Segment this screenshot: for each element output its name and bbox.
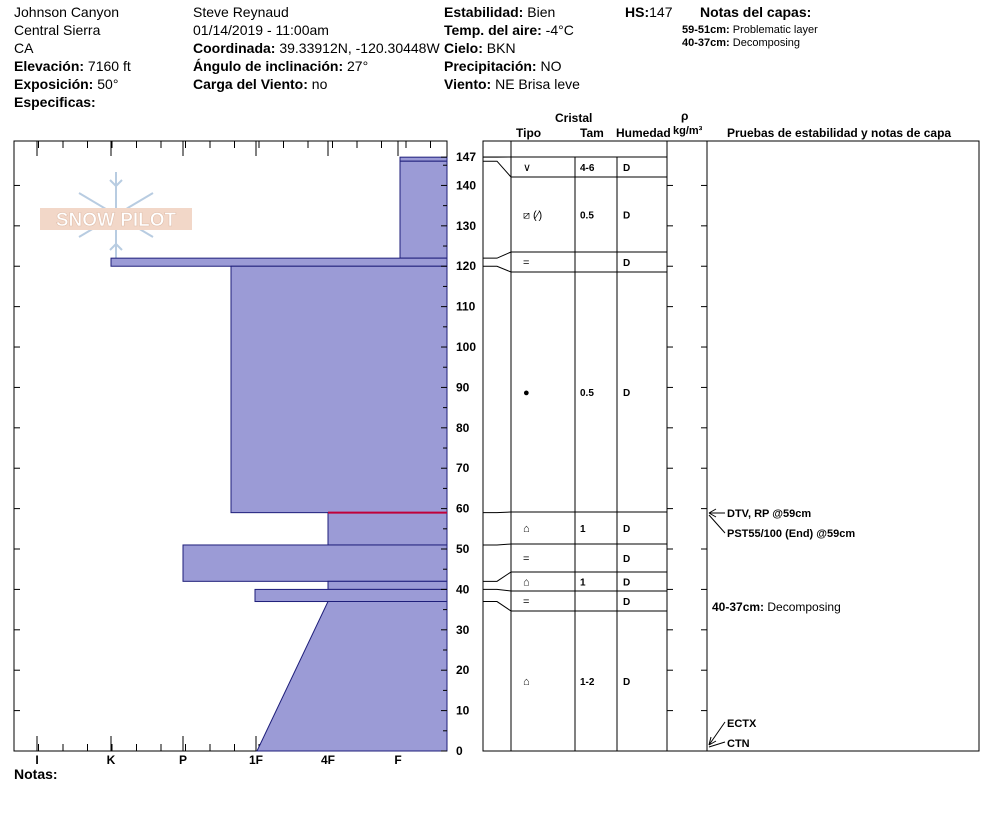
row-moisture-7: D	[623, 597, 631, 608]
row-grain-size-3: 0.5	[580, 388, 594, 399]
aspect-row: Exposición: 50°	[14, 76, 119, 92]
col-density-unit: kg/m³	[673, 125, 703, 137]
col-tests: Pruebas de estabilidad y notas de capa	[727, 126, 952, 140]
wind-load-row: Carga del Viento: no	[193, 76, 328, 92]
layer-connectors	[483, 157, 511, 611]
height-label-147: 147	[456, 150, 477, 165]
col-crystal: Cristal	[555, 111, 593, 125]
row-grain-size-0: 4-6	[580, 163, 595, 174]
connector-4	[483, 512, 511, 513]
col-type: Tipo	[516, 126, 542, 140]
row-moisture-5: D	[623, 554, 631, 565]
hardness-label-I: I	[35, 753, 39, 767]
wind-row: Viento: NE Brisa leve	[444, 76, 580, 92]
row-grain-type-8: ⌂	[523, 676, 530, 688]
observer: Steve Reynaud	[193, 4, 289, 20]
test-ectx: ECTX	[727, 718, 757, 730]
elevation-row: Elevación: 7160 ft	[14, 58, 131, 74]
connector-2	[483, 252, 511, 258]
hardness-label-P: P	[178, 753, 188, 767]
layer-bar-3	[231, 266, 447, 512]
slope-row: Ángulo de inclinación: 27°	[193, 58, 369, 74]
row-grain-type-3: ●	[523, 387, 530, 399]
height-label-90: 90	[456, 380, 470, 395]
test-dtv: DTV, RP @59cm	[727, 508, 812, 520]
test-arrows	[709, 509, 725, 747]
height-label-120: 120	[456, 259, 477, 274]
height-label-40: 40	[456, 582, 470, 597]
row-moisture-6: D	[623, 577, 631, 589]
connector-3	[483, 266, 511, 272]
range: Central Sierra	[14, 22, 101, 38]
precip-row: Precipitación: NO	[444, 58, 562, 74]
layer-bar-6	[328, 581, 447, 589]
datetime: 01/14/2019 - 11:00am	[193, 22, 329, 38]
layer-bar-2	[111, 258, 447, 266]
layer-bar-4	[328, 513, 447, 545]
snowpilot-logo	[40, 172, 192, 258]
row-moisture-1: D	[623, 210, 631, 222]
row-grain-size-4: 1	[580, 524, 586, 535]
layer-notes-title: Notas del capas:	[700, 4, 812, 20]
state: CA	[14, 40, 34, 56]
connector-8	[483, 602, 511, 611]
height-label-60: 60	[456, 501, 470, 516]
height-label-100: 100	[456, 340, 477, 355]
height-label-110: 110	[456, 299, 476, 314]
row-moisture-4: D	[623, 524, 631, 535]
row-grain-size-1: 0.5	[580, 210, 594, 222]
hardness-label-1F: 1F	[248, 753, 264, 767]
row-moisture-8: D	[623, 677, 631, 688]
connector-7	[483, 589, 511, 591]
col-rho: ρ	[681, 109, 689, 123]
layer-bar-5	[183, 545, 447, 581]
connector-1	[483, 161, 511, 177]
test-pst: PST55/100 (End) @59cm	[727, 528, 856, 540]
row-moisture-0: D	[623, 163, 631, 174]
layer-note-2: 40-37cm: Decomposing	[682, 37, 801, 49]
row-moisture-3: D	[623, 388, 631, 399]
height-label-0: 0	[456, 744, 463, 758]
height-label-50: 50	[456, 542, 470, 557]
height-label-10: 10	[456, 703, 470, 718]
row-grain-size-6: 1	[580, 577, 586, 589]
connector-6	[483, 572, 511, 581]
notes-label: Notas:	[14, 766, 58, 782]
layer-rows	[523, 162, 630, 688]
hardness-label-K: K	[106, 753, 116, 767]
connector-5	[483, 544, 511, 545]
row-grain-type-7: =	[523, 596, 530, 608]
row-grain-type-6: ⌂	[523, 576, 530, 589]
height-label-30: 30	[456, 622, 470, 637]
height-label-70: 70	[456, 461, 470, 476]
row-grain-type-0: ∨	[523, 162, 532, 174]
coordinate-row: Coordinada: 39.33912N, -120.30448W	[193, 40, 440, 56]
height-label-130: 130	[456, 218, 477, 233]
row-grain-type-4: ⌂	[523, 523, 530, 535]
layer-table-frame	[483, 141, 979, 751]
layer-comment: 40-37cm: Decomposing	[712, 600, 841, 614]
layer-note-1: 59-51cm: Problematic layer	[682, 24, 818, 36]
hs-row: HS:147	[625, 4, 673, 20]
hardness-label-4F: 4F	[320, 753, 336, 767]
row-grain-size-8: 1-2	[580, 677, 595, 688]
stability-row: Estabilidad: Bien	[444, 4, 556, 20]
height-label-140: 140	[456, 178, 477, 193]
col-moisture: Humedad	[616, 126, 671, 140]
row-grain-type-2: =	[523, 257, 530, 269]
row-grain-type-1: ⧄ (⁄)	[523, 209, 543, 222]
layer-bar-1	[400, 161, 447, 258]
layer-bar-8	[257, 602, 447, 751]
col-size: Tam	[580, 126, 604, 140]
sky-row: Cielo: BKN	[444, 40, 516, 56]
layer-bars	[111, 157, 447, 751]
layer-bar-0	[400, 157, 447, 161]
logo-text: SNOW PILOT	[55, 210, 177, 231]
location: Johnson Canyon	[14, 4, 120, 20]
height-label-80: 80	[456, 420, 470, 435]
specifics-label: Especificas:	[14, 94, 96, 110]
density-ticks	[667, 185, 707, 751]
row-grain-type-5: =	[523, 553, 530, 565]
test-ctn: CTN	[727, 738, 750, 750]
air-temp-row: Temp. del aire: -4°C	[444, 22, 574, 38]
row-moisture-2: D	[623, 258, 631, 269]
hardness-label-F: F	[394, 753, 402, 767]
layer-bar-7	[255, 589, 447, 601]
height-label-20: 20	[456, 663, 470, 678]
